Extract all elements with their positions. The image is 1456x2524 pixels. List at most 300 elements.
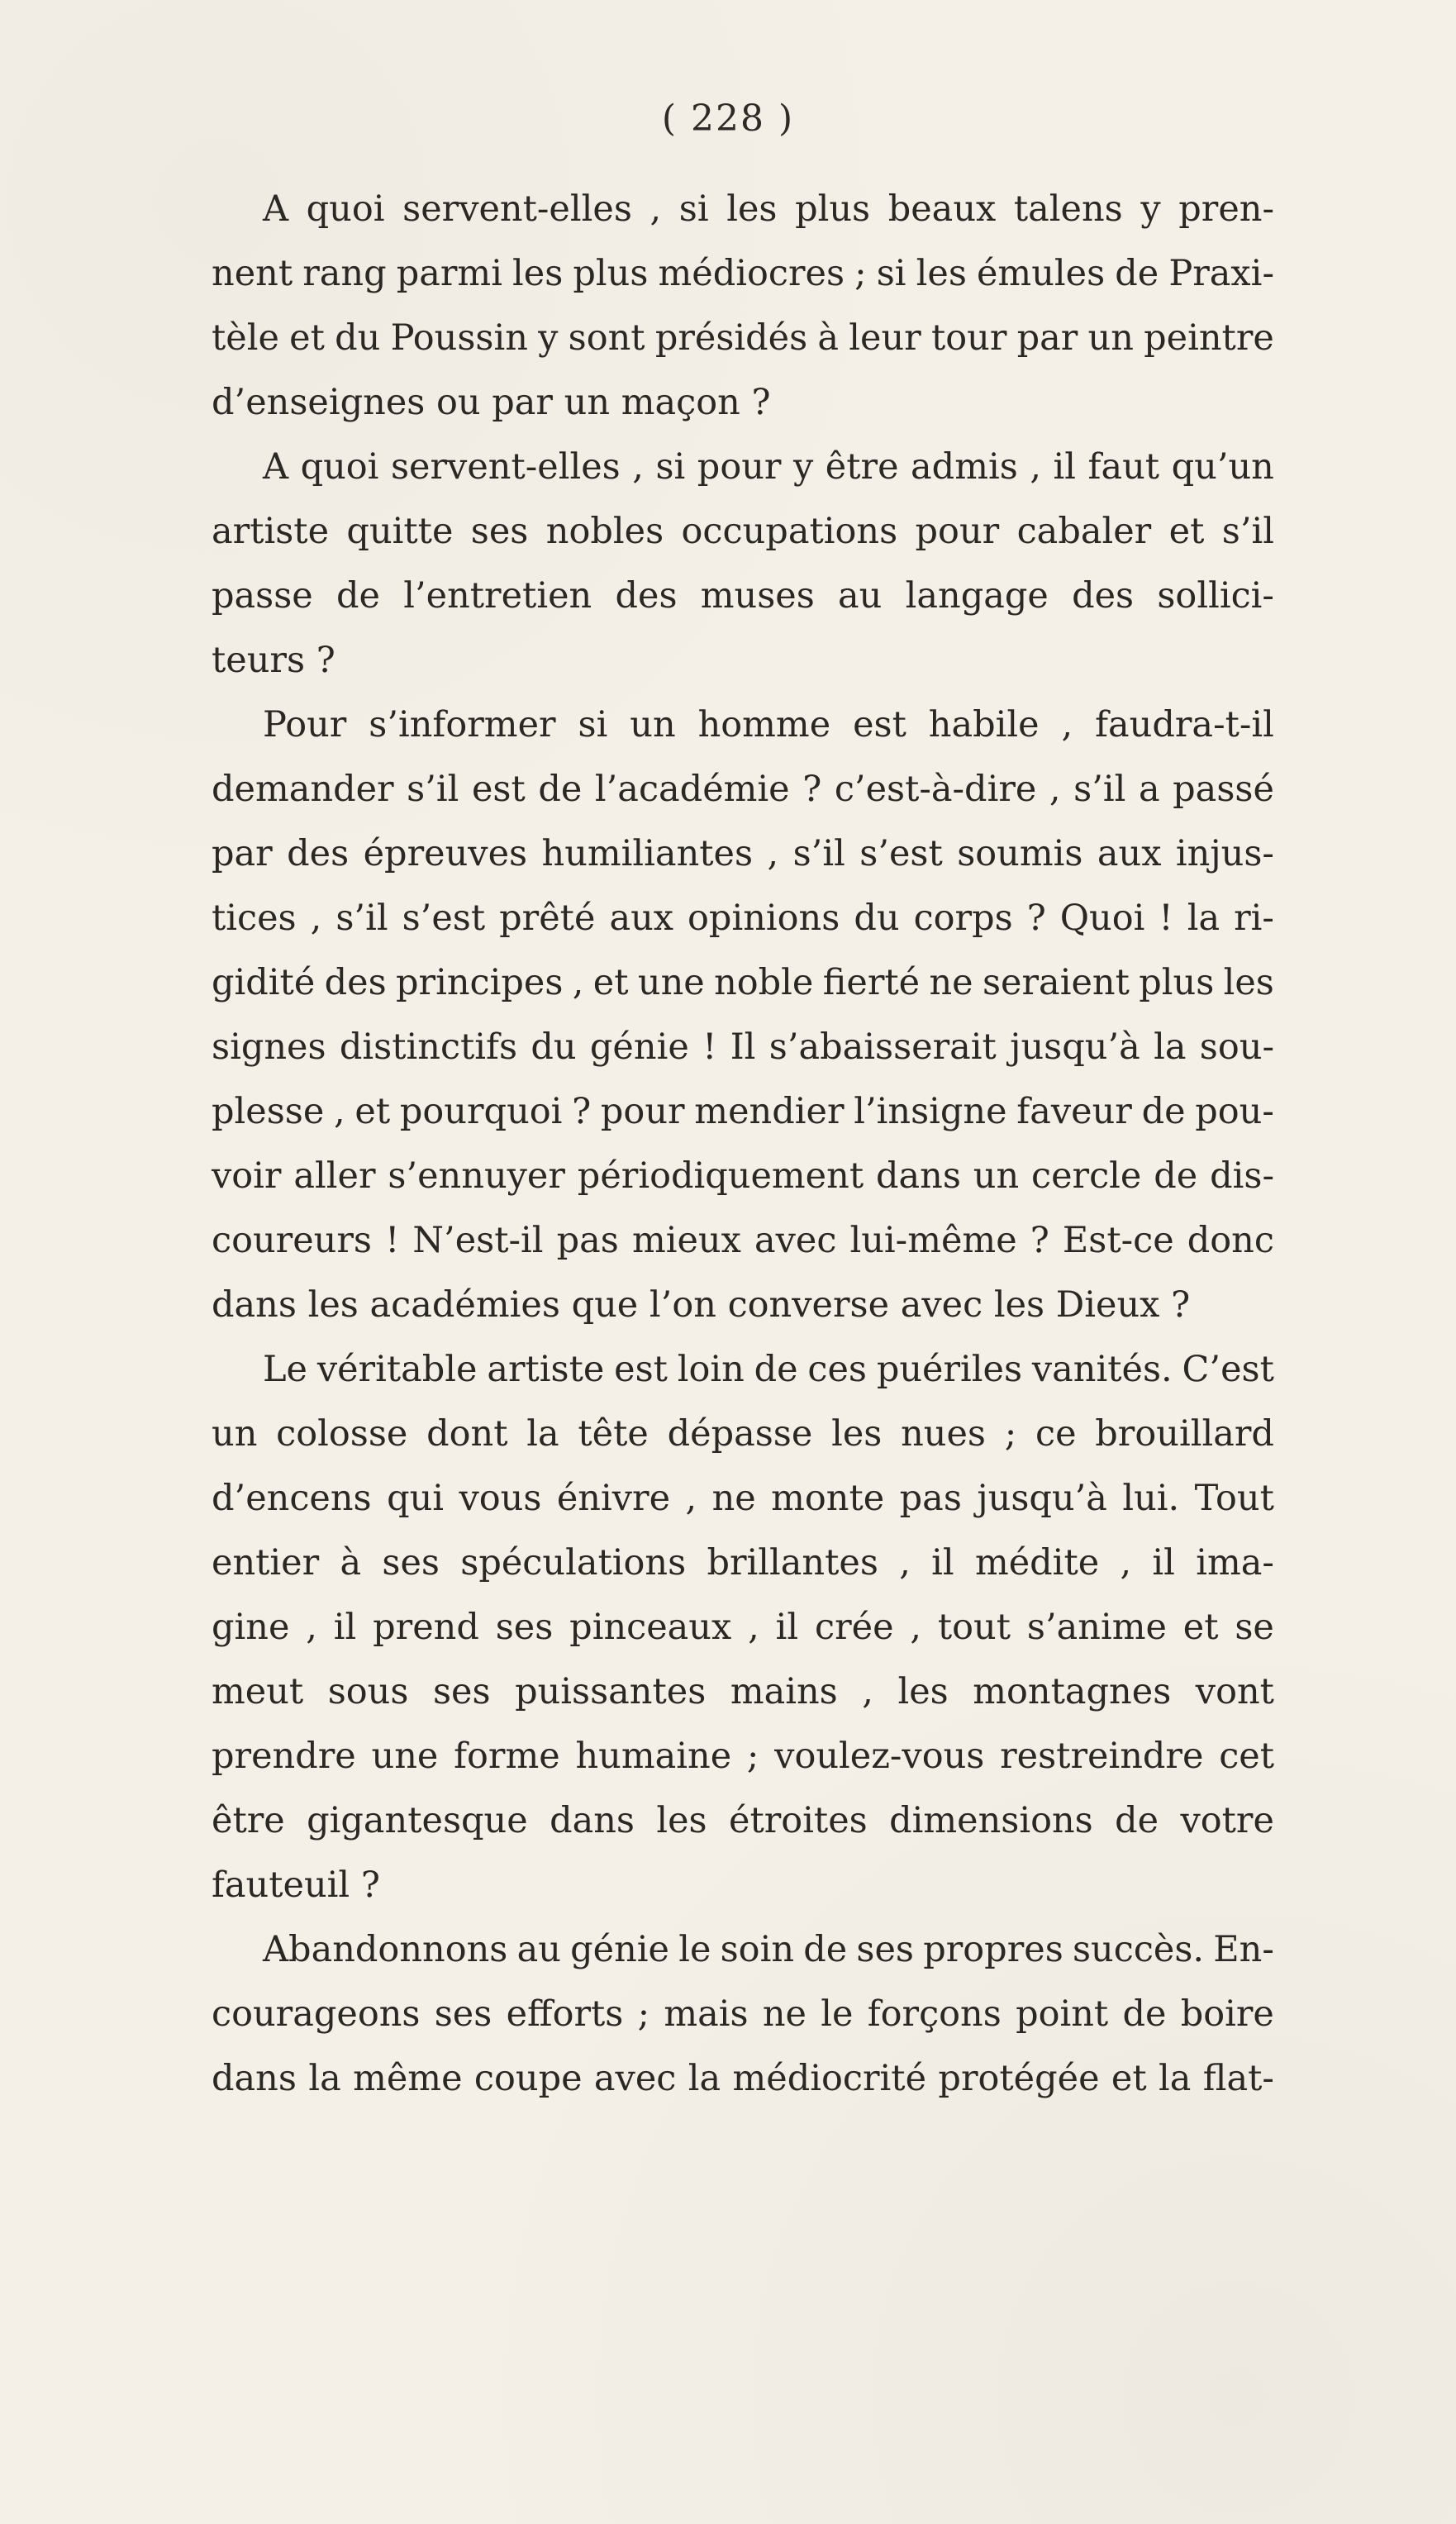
text-word: et — [1111, 2058, 1147, 2099]
text-word: quoi — [306, 188, 385, 230]
text-word: de — [1154, 1155, 1198, 1197]
text-word: il — [1152, 1542, 1175, 1583]
text-word: ; — [854, 253, 867, 294]
page-number: ( 228 ) — [661, 98, 795, 140]
text-word: périodiquement — [577, 1155, 864, 1197]
text-word: , — [862, 1671, 873, 1712]
text-line-5 — [212, 435, 1274, 499]
text-word: sous — [327, 1671, 409, 1712]
text-word: fierté — [822, 962, 921, 1003]
text-word: de — [754, 1349, 798, 1390]
text-word: boire — [1180, 1993, 1274, 2035]
text-word: à — [340, 1542, 362, 1583]
text-word: les — [897, 1671, 949, 1712]
text-word: s’il — [792, 833, 845, 874]
text-word: gidité — [212, 962, 316, 1003]
text-word: muses — [700, 575, 815, 617]
text-word: dépasse — [667, 1413, 813, 1455]
text-word: tête — [578, 1413, 649, 1455]
text-line-14 — [212, 1015, 1274, 1079]
text-word: si — [876, 253, 906, 294]
text-word: A — [263, 446, 289, 488]
text-word: coupe — [473, 2058, 583, 2099]
text-word: l’insigne — [854, 1091, 1007, 1132]
text-word: ? — [802, 769, 822, 810]
text-word: passé — [1173, 769, 1274, 810]
text-word: cet — [1219, 1736, 1274, 1777]
page-body-text — [212, 177, 1274, 2111]
text-word: , — [748, 1607, 759, 1648]
text-word: s’anime — [1026, 1607, 1167, 1648]
text-word: prêté — [499, 898, 596, 939]
text-word: de — [538, 769, 583, 810]
text-word: être — [212, 1800, 285, 1841]
text-word: plus — [573, 253, 649, 294]
text-word: pas — [556, 1220, 619, 1261]
text-line-4: d’enseignes ou par un maçon ? — [212, 382, 771, 423]
text-word: , — [334, 1091, 345, 1132]
text-word: la — [688, 2058, 721, 2099]
text-word: dans — [550, 1800, 635, 1841]
text-word: s’est — [859, 833, 943, 874]
text-word: protégée — [938, 2058, 1100, 2099]
text-word: pour — [600, 1091, 685, 1132]
text-word: demander — [212, 769, 394, 810]
text-word: soumis — [957, 833, 1083, 874]
text-word: s’abaisserait — [768, 1026, 997, 1068]
text-word: distinctifs — [339, 1026, 518, 1068]
text-word: loin — [677, 1349, 745, 1390]
text-word: est — [853, 704, 906, 745]
text-word: , — [767, 833, 779, 874]
text-word: médiocrité — [732, 2058, 927, 2099]
text-word: l’académie — [594, 769, 790, 810]
text-word: Poussin — [390, 317, 528, 359]
text-word: brillantes — [707, 1542, 878, 1583]
text-word: nues — [901, 1413, 986, 1455]
text-line-12 — [212, 886, 1274, 950]
text-word: restreindre — [1000, 1736, 1204, 1777]
text-word: s’informer — [369, 704, 556, 745]
text-word: passe — [212, 575, 313, 617]
text-word: étroites — [729, 1800, 868, 1841]
text-word: tour — [930, 317, 1007, 359]
text-line-2 — [212, 241, 1274, 306]
text-word: donc — [1187, 1220, 1274, 1261]
text-word: faveur — [1016, 1091, 1132, 1132]
text-word: Il — [730, 1026, 756, 1068]
text-word: mendier — [694, 1091, 845, 1132]
text-word: coureurs — [212, 1220, 372, 1261]
text-word: flat- — [1202, 2058, 1274, 2099]
text-word: médite — [974, 1542, 1100, 1583]
text-word: énivre — [556, 1478, 671, 1519]
text-word: plus — [795, 188, 871, 230]
text-word: les — [1223, 962, 1274, 1003]
text-word: ! — [702, 1026, 717, 1068]
text-word: lui-même — [849, 1220, 1017, 1261]
text-word: si — [655, 446, 686, 488]
text-word: pourquoi — [399, 1091, 563, 1132]
text-word: s’ennuyer — [388, 1155, 565, 1197]
text-word: Praxi- — [1168, 253, 1274, 294]
text-word: A — [263, 188, 289, 230]
text-word: point — [1016, 1993, 1109, 2035]
text-word: prend — [373, 1607, 479, 1648]
text-word: puissantes — [515, 1671, 707, 1712]
text-word: vous — [459, 1478, 542, 1519]
text-word: de — [335, 575, 380, 617]
text-word: se — [1235, 1607, 1274, 1648]
text-word: N’est-il — [412, 1220, 544, 1261]
text-word: pour — [915, 511, 1000, 552]
text-word: des — [324, 962, 387, 1003]
text-line-21 — [212, 1466, 1274, 1531]
text-line-26 — [212, 1788, 1274, 1853]
text-line-3 — [212, 306, 1274, 370]
text-word: ses — [434, 1993, 492, 2035]
text-word: noble — [714, 962, 814, 1003]
text-word: , — [1120, 1542, 1132, 1583]
text-line-8: teurs ? — [212, 640, 335, 681]
text-word: humaine — [575, 1736, 732, 1777]
text-line-16 — [212, 1144, 1274, 1208]
text-word: il — [775, 1607, 799, 1648]
text-word: il — [1053, 446, 1077, 488]
text-word: tèle — [212, 317, 279, 359]
text-word: plus — [1139, 962, 1215, 1003]
text-word: homme — [697, 704, 831, 745]
text-word: une — [637, 962, 705, 1003]
text-word: un — [212, 1413, 258, 1455]
text-line-10 — [212, 757, 1274, 821]
text-word: qui — [387, 1478, 445, 1519]
text-word: voir — [212, 1155, 282, 1197]
text-word: ses — [382, 1542, 440, 1583]
text-word: au — [838, 575, 883, 617]
text-word: , — [899, 1542, 911, 1583]
text-word: courageons — [212, 1993, 421, 2035]
text-word: il — [333, 1607, 357, 1648]
text-word: un — [630, 704, 676, 745]
text-word: Tout — [1194, 1478, 1274, 1519]
text-word: ri- — [1234, 898, 1274, 939]
text-word: admis — [911, 446, 1018, 488]
text-word: jusqu’à — [1010, 1026, 1140, 1068]
text-word: les — [512, 253, 564, 294]
text-word: puériles — [876, 1349, 1023, 1390]
text-line-30 — [212, 2046, 1274, 2111]
text-word: des — [287, 833, 350, 874]
text-word: plesse — [212, 1091, 325, 1132]
text-word: de — [803, 1929, 848, 1970]
text-word: du — [531, 1026, 577, 1068]
text-word: émules — [976, 253, 1106, 294]
text-line-29 — [212, 1982, 1274, 2046]
text-word: , — [1049, 769, 1061, 810]
text-word: ; — [637, 1993, 650, 2035]
text-word: talens — [1013, 188, 1123, 230]
text-word: meut — [212, 1671, 304, 1712]
text-word: faudra-t-il — [1095, 704, 1274, 745]
text-word: y — [792, 446, 814, 488]
text-word: quitte — [346, 511, 454, 552]
text-word: tout — [937, 1607, 1011, 1648]
text-word: parmi — [396, 253, 502, 294]
text-line-23 — [212, 1595, 1274, 1660]
text-word: corps — [913, 898, 1013, 939]
text-word: colosse — [276, 1413, 408, 1455]
text-line-19 — [212, 1337, 1274, 1402]
text-word: faut — [1087, 446, 1160, 488]
text-word: pas — [899, 1478, 962, 1519]
text-word: sont — [568, 317, 645, 359]
text-word: brouillard — [1095, 1413, 1274, 1455]
text-word: ses — [432, 1671, 491, 1712]
text-word: forçons — [867, 1993, 1002, 2035]
text-word: la — [1159, 2058, 1192, 2099]
text-word: leur — [849, 317, 921, 359]
text-word: efforts — [506, 1993, 624, 2035]
text-word: s’il — [1073, 769, 1126, 810]
text-line-17 — [212, 1208, 1274, 1273]
text-word: C’est — [1182, 1349, 1274, 1390]
text-word: , — [685, 1478, 697, 1519]
text-word: gine — [212, 1607, 290, 1648]
text-word: cercle — [1031, 1155, 1142, 1197]
text-word: servent-elles — [402, 188, 632, 230]
text-word: est — [471, 769, 526, 810]
text-word: sou- — [1199, 1026, 1274, 1068]
text-word: vont — [1195, 1671, 1274, 1712]
text-word: un — [973, 1155, 1020, 1197]
text-word: même — [353, 2058, 463, 2099]
text-word: tices — [212, 898, 297, 939]
text-word: le — [678, 1929, 711, 1970]
text-word: , — [310, 898, 322, 939]
text-line-1 — [212, 177, 1274, 241]
text-word: pinceaux — [569, 1607, 732, 1648]
text-word: ces — [807, 1349, 868, 1390]
text-word: Quoi — [1059, 898, 1145, 939]
text-word: la — [308, 2058, 341, 2099]
text-word: mais — [664, 1993, 749, 2035]
text-word: Est-ce — [1062, 1220, 1174, 1261]
text-word: ! — [385, 1220, 400, 1261]
text-word: sollici- — [1157, 575, 1274, 617]
text-line-22 — [212, 1531, 1274, 1595]
text-word: ima- — [1196, 1542, 1274, 1583]
text-word: dont — [426, 1413, 508, 1455]
text-word: servent-elles — [390, 446, 621, 488]
text-word: spéculations — [460, 1542, 687, 1583]
text-word: génie — [589, 1026, 689, 1068]
text-word: avec — [754, 1220, 837, 1261]
text-line-11 — [212, 821, 1274, 886]
text-word: de — [1141, 1091, 1186, 1132]
text-line-25 — [212, 1724, 1274, 1788]
text-word: , — [632, 446, 644, 488]
text-word: présidés — [654, 317, 808, 359]
text-word: et — [289, 317, 325, 359]
text-word: ? — [1026, 898, 1046, 939]
text-word: principes — [396, 962, 564, 1003]
text-word: par — [212, 833, 273, 874]
text-word: au — [516, 1929, 561, 1970]
text-word: peintre — [1144, 317, 1274, 359]
text-word: quoi — [300, 446, 379, 488]
text-word: dans — [212, 2058, 297, 2099]
text-word: une — [371, 1736, 439, 1777]
text-word: gigantesque — [307, 1800, 528, 1841]
text-word: , — [649, 188, 662, 230]
text-word: ! — [1159, 898, 1173, 939]
text-word: la — [1154, 1026, 1187, 1068]
text-word: jusqu’à — [977, 1478, 1107, 1519]
text-line-24 — [212, 1660, 1274, 1724]
text-word: crée — [814, 1607, 894, 1648]
text-word: ses — [495, 1607, 554, 1648]
text-word: ; — [1004, 1413, 1017, 1455]
text-word: c’est-à-dire — [834, 769, 1037, 810]
text-word: les — [916, 253, 967, 294]
text-word: propres — [923, 1929, 1063, 1970]
text-word: s’il — [1221, 511, 1274, 552]
text-word: ne — [929, 962, 973, 1003]
text-word: y — [1140, 188, 1161, 230]
text-word: la — [526, 1413, 559, 1455]
text-word: cabaler — [1016, 511, 1152, 552]
text-word: ne — [762, 1993, 807, 2035]
text-word: seraient — [982, 962, 1130, 1003]
text-line-13 — [212, 950, 1274, 1015]
text-word: aux — [1097, 833, 1162, 874]
text-word: s’est — [402, 898, 486, 939]
text-word: beaux — [887, 188, 997, 230]
text-word: être — [825, 446, 899, 488]
text-word: dis- — [1210, 1155, 1274, 1197]
text-word: pren- — [1178, 188, 1274, 230]
text-word: du — [335, 317, 381, 359]
text-word: ne — [711, 1478, 756, 1519]
text-word: nent — [212, 253, 293, 294]
text-word: ? — [1030, 1220, 1049, 1261]
text-word: si — [578, 704, 608, 745]
text-word: il — [931, 1542, 954, 1583]
text-word: s’il — [335, 898, 388, 939]
text-word: les — [656, 1800, 707, 1841]
text-word: habile — [928, 704, 1040, 745]
text-word: pour — [697, 446, 782, 488]
text-word: ce — [1035, 1413, 1077, 1455]
text-word: du — [854, 898, 900, 939]
text-word: et — [354, 1091, 391, 1132]
text-word: génie — [570, 1929, 669, 1970]
text-word: nobles — [545, 511, 664, 552]
text-word: mieux — [631, 1220, 741, 1261]
text-word: opinions — [688, 898, 840, 939]
text-word: monte — [771, 1478, 885, 1519]
text-word: épreuves — [363, 833, 528, 874]
text-word: à — [817, 317, 840, 359]
text-word: prendre — [212, 1736, 356, 1777]
text-line-7 — [212, 564, 1274, 628]
text-word: et — [1182, 1607, 1219, 1648]
text-word: véritable — [316, 1349, 478, 1390]
text-word: vanités. — [1031, 1349, 1173, 1390]
text-word: ? — [572, 1091, 592, 1132]
text-word: montagnes — [973, 1671, 1172, 1712]
text-word: la — [1187, 898, 1220, 939]
text-word: aller — [293, 1155, 376, 1197]
text-line-15 — [212, 1079, 1274, 1144]
text-word: En- — [1213, 1929, 1274, 1970]
text-word: occupations — [681, 511, 898, 552]
text-word: humiliantes — [541, 833, 754, 874]
text-word: y — [538, 317, 559, 359]
text-word: par — [1016, 317, 1078, 359]
text-word: des — [615, 575, 678, 617]
text-word: soin — [720, 1929, 795, 1970]
text-word: l’entretien — [403, 575, 592, 617]
text-word: ; — [746, 1736, 759, 1777]
text-word: avec — [593, 2058, 677, 2099]
text-word: rang — [302, 253, 387, 294]
text-word: dimensions — [889, 1800, 1093, 1841]
text-line-9 — [212, 693, 1274, 757]
text-word: un — [1087, 317, 1134, 359]
text-word: , — [1061, 704, 1073, 745]
text-word: et — [592, 962, 629, 1003]
text-word: s’il — [407, 769, 459, 810]
text-word: si — [678, 188, 709, 230]
text-word: dans — [875, 1155, 961, 1197]
text-word: signes — [212, 1026, 326, 1068]
text-word: a — [1138, 769, 1160, 810]
text-word: , — [306, 1607, 317, 1648]
text-word: qu’un — [1171, 446, 1274, 488]
text-word: forme — [454, 1736, 560, 1777]
text-word: de — [1122, 1993, 1167, 2035]
text-word: artiste — [487, 1349, 605, 1390]
text-word: lui. — [1122, 1478, 1180, 1519]
text-word: d’encens — [212, 1478, 372, 1519]
text-word: langage — [905, 575, 1049, 617]
text-word: , — [572, 962, 584, 1003]
text-line-18: dans les académies que l’on converse avec les Dieux ? — [212, 1284, 1191, 1326]
text-word: le — [821, 1993, 854, 2035]
text-word: ses — [470, 511, 529, 552]
text-word: injus- — [1175, 833, 1274, 874]
text-word: pou- — [1195, 1091, 1274, 1132]
text-word: Le — [263, 1349, 308, 1390]
text-word: et — [1168, 511, 1205, 552]
text-word: votre — [1180, 1800, 1274, 1841]
text-word: Abandonnons — [263, 1929, 508, 1970]
text-word: succès. — [1072, 1929, 1205, 1970]
text-word: mains — [730, 1671, 838, 1712]
text-word: artiste — [212, 511, 330, 552]
text-word: les — [726, 188, 778, 230]
text-line-20 — [212, 1402, 1274, 1466]
text-word: les — [831, 1413, 883, 1455]
text-word: médiocres — [658, 253, 845, 294]
text-word: ses — [856, 1929, 914, 1970]
text-word: aux — [609, 898, 674, 939]
text-word: voulez-vous — [774, 1736, 985, 1777]
text-word: entier — [212, 1542, 320, 1583]
text-line-6 — [212, 499, 1274, 564]
